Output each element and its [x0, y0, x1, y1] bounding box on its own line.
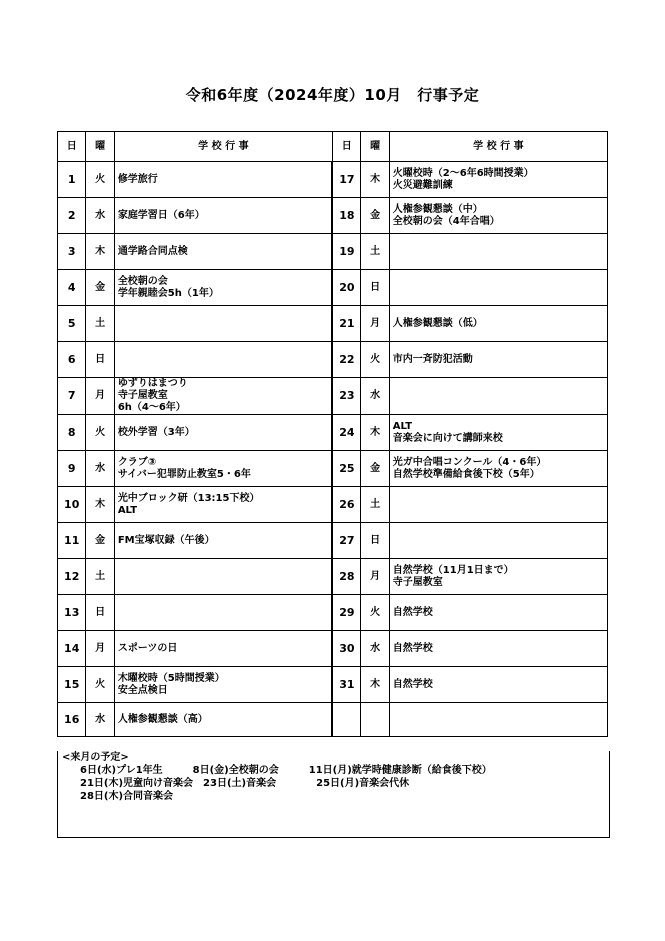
table-row — [58, 162, 608, 198]
right-events-cell — [389, 487, 607, 523]
left-weekday-cell: 火 — [86, 667, 114, 703]
table-row — [58, 631, 608, 667]
left-weekday-cell: 土 — [86, 559, 114, 595]
header-row — [58, 132, 608, 162]
right-weekday-cell: 水 — [361, 378, 389, 415]
left-weekday-cell: 水 — [86, 198, 114, 234]
next-month-line: 28日(木)合同音楽会 — [60, 791, 174, 802]
right-events-cell — [389, 378, 607, 415]
right-events-cell: 火曜校時（2～6年6時間授業） 火災避難訓練 — [389, 162, 607, 198]
right-day-cell: 19 — [332, 234, 360, 270]
right-day-cell: 23 — [332, 378, 360, 415]
right-day-cell: 31 — [332, 667, 360, 703]
right-day-cell: 26 — [332, 487, 360, 523]
left-day-cell: 16 — [58, 703, 86, 737]
left-events-cell: 校外学習（3年） — [114, 415, 332, 451]
header-events: 学 校 行 事 — [114, 132, 332, 162]
right-weekday-cell: 月 — [361, 559, 389, 595]
right-day-cell: 20 — [332, 270, 360, 306]
left-weekday-cell: 木 — [86, 487, 114, 523]
left-events-cell: 通学路合同点検 — [114, 234, 332, 270]
next-month-line: 21日(木)児童向け音楽会 23日(土)音楽会 25日(月)音楽会代休 — [60, 778, 410, 789]
right-events-cell: 自然学校 — [389, 631, 607, 667]
left-day-cell: 8 — [58, 415, 86, 451]
right-weekday-cell: 木 — [361, 415, 389, 451]
left-weekday-cell: 日 — [86, 595, 114, 631]
right-events-cell: 市内一斉防犯活動 — [389, 342, 607, 378]
right-events-cell: 自然学校（11月1日まで） 寺子屋教室 — [389, 559, 607, 595]
right-day-cell — [332, 703, 360, 737]
left-events-cell — [114, 342, 332, 378]
right-weekday-cell: 月 — [361, 306, 389, 342]
header-weekday: 曜 — [361, 132, 389, 162]
right-day-cell: 21 — [332, 306, 360, 342]
left-weekday-cell: 水 — [86, 703, 114, 737]
left-day-cell: 12 — [58, 559, 86, 595]
left-events-cell: クラブ③ サイバー犯罪防止教室5・6年 — [114, 451, 332, 487]
right-events-cell: 光ガ中合唱コンクール（4・6年） 自然学校準備給食後下校（5年） — [389, 451, 607, 487]
right-weekday-cell: 土 — [361, 234, 389, 270]
left-day-cell: 7 — [58, 378, 86, 415]
right-weekday-cell — [361, 703, 389, 737]
left-day-cell: 14 — [58, 631, 86, 667]
table-row — [58, 306, 608, 342]
left-weekday-cell: 月 — [86, 631, 114, 667]
right-day-cell: 30 — [332, 631, 360, 667]
left-events-cell: 光中ブロック研（13:15下校） ALT — [114, 487, 332, 523]
table-row — [58, 342, 608, 378]
right-events-cell: 自然学校 — [389, 667, 607, 703]
left-day-cell: 3 — [58, 234, 86, 270]
left-events-cell: 家庭学習日（6年） — [114, 198, 332, 234]
left-events-cell: 全校朝の会 学年親睦会5h（1年） — [114, 270, 332, 306]
right-events-cell — [389, 234, 607, 270]
left-weekday-cell: 月 — [86, 378, 114, 415]
header-day: 日 — [332, 132, 360, 162]
left-events-cell: ゆずりはまつり 寺子屋教室 6h（4～6年） — [114, 378, 332, 415]
left-weekday-cell: 火 — [86, 162, 114, 198]
left-weekday-cell: 日 — [86, 342, 114, 378]
right-day-cell: 22 — [332, 342, 360, 378]
right-events-cell: ALT 音楽会に向けて講師来校 — [389, 415, 607, 451]
right-day-cell: 18 — [332, 198, 360, 234]
table-row — [58, 234, 608, 270]
left-day-cell: 1 — [58, 162, 86, 198]
table-row — [58, 198, 608, 234]
right-weekday-cell: 木 — [361, 162, 389, 198]
header-events: 学 校 行 事 — [389, 132, 607, 162]
right-events-cell: 人権参観懇談（低） — [389, 306, 607, 342]
next-month-section — [57, 751, 610, 838]
right-events-cell: 人権参観懇談（中） 全校朝の会（4年合唱） — [389, 198, 607, 234]
right-weekday-cell: 日 — [361, 523, 389, 559]
left-events-cell: 修学旅行 — [114, 162, 332, 198]
right-events-cell: 自然学校 — [389, 595, 607, 631]
left-day-cell: 2 — [58, 198, 86, 234]
left-day-cell: 11 — [58, 523, 86, 559]
table-row — [58, 559, 608, 595]
right-weekday-cell: 木 — [361, 667, 389, 703]
left-day-cell: 6 — [58, 342, 86, 378]
right-weekday-cell: 水 — [361, 631, 389, 667]
left-weekday-cell: 水 — [86, 451, 114, 487]
right-day-cell: 27 — [332, 523, 360, 559]
left-weekday-cell: 木 — [86, 234, 114, 270]
left-events-cell — [114, 559, 332, 595]
table-row — [58, 451, 608, 487]
left-events-cell: スポーツの日 — [114, 631, 332, 667]
right-weekday-cell: 火 — [361, 342, 389, 378]
left-day-cell: 5 — [58, 306, 86, 342]
left-day-cell: 10 — [58, 487, 86, 523]
left-day-cell: 4 — [58, 270, 86, 306]
right-weekday-cell: 金 — [361, 451, 389, 487]
table-row — [58, 487, 608, 523]
table-row — [58, 703, 608, 737]
next-month-line: 6日(水)プレ1年生 8日(金)全校朝の会 11日(月)就学時健康診断（給食後下校） — [60, 765, 492, 776]
left-day-cell: 13 — [58, 595, 86, 631]
left-events-cell: 木曜校時（5時間授業） 安全点検日 — [114, 667, 332, 703]
header-day: 日 — [58, 132, 86, 162]
right-weekday-cell: 金 — [361, 198, 389, 234]
left-weekday-cell: 火 — [86, 415, 114, 451]
table-row — [58, 415, 608, 451]
left-weekday-cell: 金 — [86, 523, 114, 559]
next-month-heading: <来月の予定> — [62, 752, 129, 763]
left-weekday-cell: 土 — [86, 306, 114, 342]
table-row — [58, 378, 608, 415]
right-day-cell: 24 — [332, 415, 360, 451]
left-weekday-cell: 金 — [86, 270, 114, 306]
right-events-cell — [389, 270, 607, 306]
table-row — [58, 595, 608, 631]
right-day-cell: 28 — [332, 559, 360, 595]
table-row — [58, 667, 608, 703]
page-title: 令和6年度（2024年度）10月 行事予定 — [185, 86, 480, 104]
left-day-cell: 15 — [58, 667, 86, 703]
table-row — [58, 270, 608, 306]
right-events-cell — [389, 523, 607, 559]
left-events-cell: 人権参観懇談（高） — [114, 703, 332, 737]
right-day-cell: 29 — [332, 595, 360, 631]
right-weekday-cell: 火 — [361, 595, 389, 631]
left-events-cell — [114, 306, 332, 342]
right-events-cell — [389, 703, 607, 737]
table-row — [58, 523, 608, 559]
left-day-cell: 9 — [58, 451, 86, 487]
left-events-cell: FM宝塚収録（午後） — [114, 523, 332, 559]
right-day-cell: 17 — [332, 162, 360, 198]
right-weekday-cell: 土 — [361, 487, 389, 523]
right-day-cell: 25 — [332, 451, 360, 487]
left-events-cell — [114, 595, 332, 631]
header-weekday: 曜 — [86, 132, 114, 162]
right-weekday-cell: 日 — [361, 270, 389, 306]
schedule-table — [57, 131, 608, 737]
